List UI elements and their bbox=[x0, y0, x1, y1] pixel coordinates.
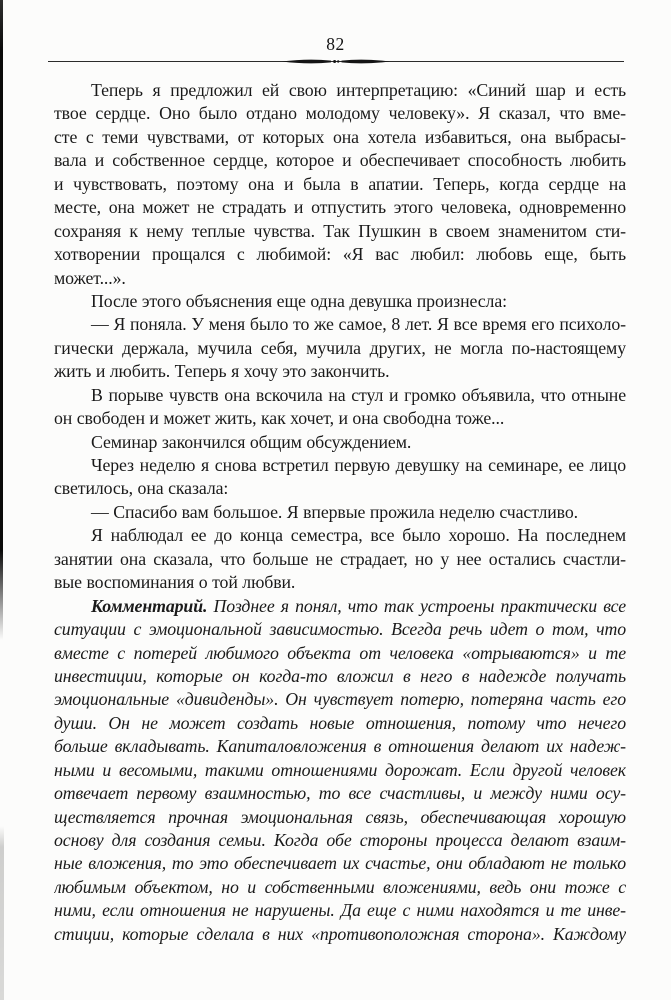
text-line: занятии она сказала, что больше не страдает, но у нее остались счастли- bbox=[54, 548, 626, 569]
ornament-left-spindle bbox=[282, 60, 331, 64]
text-line: твое сердце. Оно было отдано молодому человеку». Я сказал, что вме- bbox=[54, 103, 626, 124]
text-line: — Я поняла. У меня было то же самое, 8 лет. Я все время его психоло- bbox=[91, 314, 626, 335]
text-line: вместе с потерей любимого объекта от человека «отрываются» и те bbox=[54, 642, 626, 663]
text-line: ществляется прочная эмоциональная связь, обеспечивающая хорошую bbox=[54, 806, 626, 827]
ornament-dot bbox=[333, 60, 336, 63]
text-line: Семинар закончился общим обсуждением. bbox=[91, 431, 412, 452]
text-block bbox=[54, 79, 626, 946]
paragraph-lead: Комментарий. bbox=[91, 595, 208, 616]
text-line: гически держала, мучила себя, мучила других, не могла по-настоящему bbox=[54, 337, 626, 358]
paragraph bbox=[54, 290, 626, 313]
text-line: Через неделю я снова встретил первую девушку на семинаре, ее лицо bbox=[91, 455, 626, 475]
text-line: Теперь я предложил ей свою интерпретацию: «Синий шар и есть bbox=[91, 80, 626, 100]
text-line: любимым объектом, но и собственными вложениями, ведь они тоже с bbox=[54, 876, 626, 897]
ornament-dot bbox=[337, 60, 339, 62]
paragraph bbox=[54, 454, 626, 501]
text-line: хотворении прощался с любимой: «Я вас любил: любовь еще, быть bbox=[54, 244, 626, 265]
paragraph bbox=[54, 595, 626, 947]
text-line: может...». bbox=[54, 267, 126, 288]
text-line: инвестиции, которые он когда-то вложил в него в надежде получать bbox=[54, 665, 626, 686]
header-rule-ornament bbox=[46, 56, 626, 68]
text-line: эмоциональные «дивиденды». Он чувствует потерю, потеряна часть его bbox=[54, 689, 626, 710]
ornament-right-spindle bbox=[342, 60, 391, 64]
text-line: души. Он не может создать новые отношения, потому что нечего bbox=[54, 712, 626, 733]
text-line: светилось, она сказала: bbox=[54, 478, 229, 499]
text-line: Комментарий. Позднее я понял, что так устроены практически все bbox=[91, 595, 626, 616]
text-line: основу для создания семьи. Когда обе стороны процесса делают взаим- bbox=[54, 830, 626, 850]
text-line: он свободен и может жить, как хочет, и она свободна тоже... bbox=[54, 408, 505, 429]
text-line: сте с теми чувствами, от которых она хотела избавиться, она выбрасы- bbox=[54, 126, 626, 147]
text-line: стиции, которые сделала в них «противоположная сторона». Каждому bbox=[54, 923, 626, 944]
text-line: сохраняя к нему теплые чувства. Так Пушкин в своем знаменитом сти- bbox=[54, 220, 626, 241]
text-line: вала и собственное сердце, которое и обеспечивает способность любить bbox=[54, 150, 626, 171]
paragraph bbox=[54, 524, 626, 594]
paragraph bbox=[54, 431, 626, 454]
text-line: Я наблюдал ее до конца семестра, все было хорошо. На последнем bbox=[91, 525, 626, 546]
text-line: ситуации с эмоциональной зависимостью. Всегда речь идет о том, что bbox=[54, 619, 626, 640]
paragraph bbox=[54, 384, 626, 431]
text-line: месте, она может не страдать и отпустить этого человека, одновременно bbox=[54, 197, 626, 218]
text-line: В порыве чувств она вскочила на стул и громко объявила, что отныне bbox=[91, 384, 626, 405]
text-line: После этого объяснения еще одна девушка произнесла: bbox=[91, 290, 507, 311]
text-line: — Спасибо вам большое. Я впервые прожила неделю счастливо. bbox=[91, 501, 578, 522]
scan-edge-artifact-bottom bbox=[0, 826, 4, 1000]
paragraph bbox=[54, 501, 626, 524]
text-line: ными и весомыми, такими отношениями дорожат. Если другой человек bbox=[54, 759, 626, 780]
scan-edge-artifact-top bbox=[0, 0, 3, 640]
paragraph bbox=[54, 79, 626, 290]
text-line: отвечает первому взаимностью, то все счастливы, и между ними осу- bbox=[54, 783, 626, 804]
text-line: ные вложения, то это обеспечивает их счастье, они обладают не только bbox=[54, 853, 626, 874]
text-line: и чувствовать, поэтому она и была в апатии. Теперь, когда сердце на bbox=[54, 173, 626, 194]
paragraph bbox=[54, 313, 626, 383]
text-line: ними, если отношения не нарушены. Да еще с ними находятся и те инве- bbox=[54, 900, 626, 921]
page-number: 82 bbox=[326, 34, 345, 54]
text-line: вые воспоминания о той любви. bbox=[54, 572, 296, 593]
text-line: больше вкладывать. Капиталовложения в отношения делают их надеж- bbox=[54, 736, 626, 757]
text-line: жить и любить. Теперь я хочу это закончить. bbox=[54, 361, 390, 382]
